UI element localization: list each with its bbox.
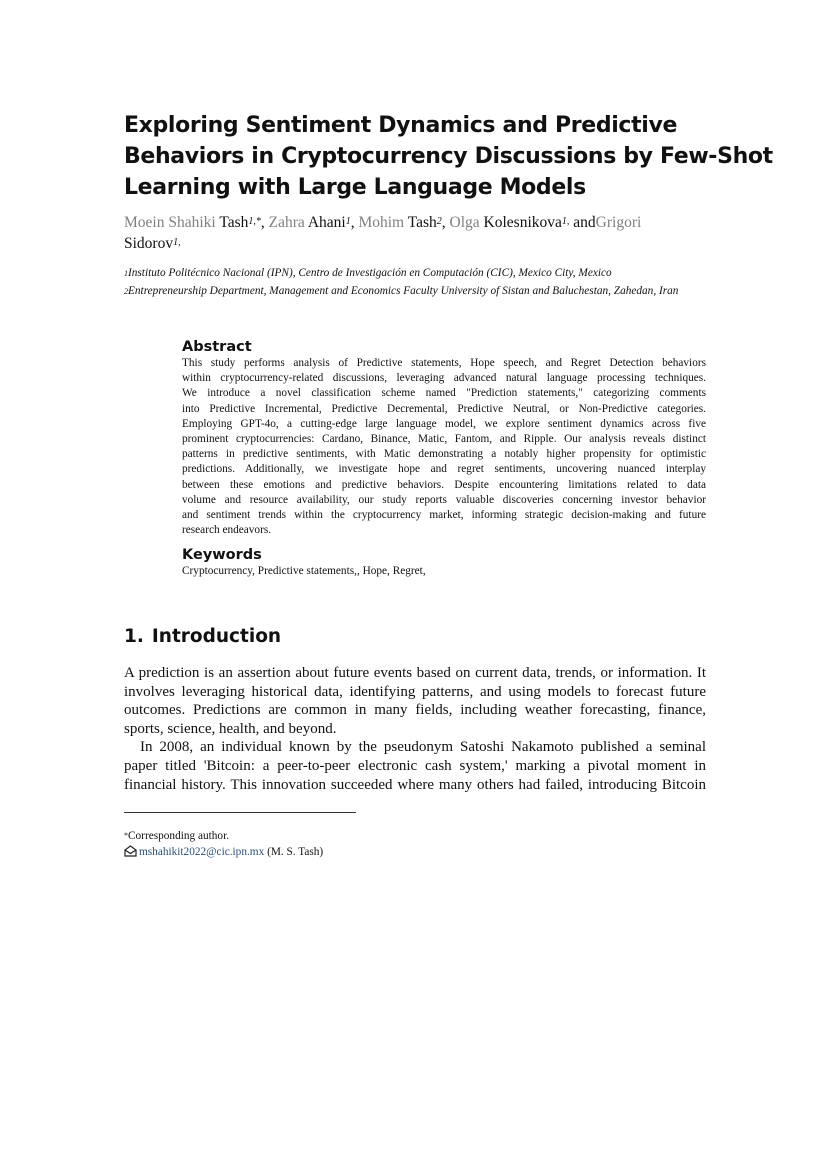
author bbox=[124, 214, 269, 231]
abstract-section bbox=[182, 338, 706, 579]
section-number: 1. bbox=[124, 626, 144, 647]
author-affiliation-mark: 2 bbox=[436, 216, 442, 227]
body-line: involves leveraging historical data, identifying patterns, and using models to forecast future bbox=[124, 683, 706, 700]
email-owner: (M. S. Tash) bbox=[264, 846, 324, 858]
author-affiliation-mark: 1,* bbox=[248, 216, 261, 227]
author-given-name: Olga bbox=[449, 214, 480, 231]
author-given-name: Grigori bbox=[595, 214, 642, 231]
author-separator: , bbox=[350, 214, 359, 231]
author-given-name: Mohim bbox=[358, 214, 405, 231]
title-line: Behaviors in Cryptocurrency Discussions by Few-Shot bbox=[124, 144, 773, 169]
affiliation-number: 2 bbox=[124, 287, 128, 296]
keywords-text: Cryptocurrency, Predictive statements,, Hope, Regret, bbox=[182, 565, 426, 578]
abstract-line: patterns in predictive sentiments, with Matic demonstrating a notably higher propensity for optimistic bbox=[182, 448, 706, 461]
author-affiliation-mark: 1 bbox=[345, 216, 351, 227]
section-heading bbox=[124, 625, 281, 649]
affiliation-number: 1 bbox=[124, 269, 128, 278]
author-given-name: Moein Shahiki bbox=[124, 214, 216, 231]
body-line: In 2008, an individual known by the pseudonym Satoshi Nakamoto published a seminal bbox=[140, 739, 706, 756]
author bbox=[450, 214, 596, 231]
body-line: sports, science, health, and beyond. bbox=[124, 720, 337, 737]
author-family-name: Ahani bbox=[307, 214, 346, 231]
email-link[interactable]: mshahikit2022@cic.ipn.mx bbox=[139, 846, 265, 858]
keywords-heading: Keywords bbox=[182, 547, 262, 564]
corresponding-author-note bbox=[124, 828, 323, 844]
abstract-line: between these emotions and predictive behaviors. Despite encountering limitations related to data bbox=[182, 478, 706, 491]
author-list bbox=[124, 212, 714, 254]
corresponding-author-text: Corresponding author. bbox=[128, 830, 230, 842]
title-line: Learning with Large Language Models bbox=[124, 175, 586, 200]
email-line bbox=[124, 844, 323, 862]
abstract-line: into Predictive Incremental, Predictive Decremental, Predictive Neutral, or Non-Predictive categories. bbox=[182, 402, 706, 415]
affiliation bbox=[124, 265, 714, 282]
abstract-text bbox=[182, 356, 706, 538]
abstract-line: Employing GPT-4o, a cutting-edge large language model, we explore sentiment dynamics across five bbox=[182, 417, 706, 430]
affiliation-text: Instituto Politécnico Nacional (IPN), Centro de Investigación en Computación (CIC), Mexico City, Mexico bbox=[128, 267, 612, 279]
abstract-line: We introduce a novel classification scheme named "Prediction statements," categorizing comments bbox=[182, 387, 706, 400]
author-separator: , bbox=[441, 214, 450, 231]
title-line: Exploring Sentiment Dynamics and Predictive bbox=[124, 113, 678, 138]
abstract-line: volume and resource availability, our study reports valuable discoveries concerning investor behavior bbox=[182, 493, 706, 506]
paper-title bbox=[124, 110, 773, 203]
footnote-mark: * bbox=[124, 831, 128, 840]
footnote-divider bbox=[124, 812, 356, 813]
abstract-line: This study performs analysis of Predictive statements, Hope speech, and Regret Detection behaviors bbox=[182, 357, 706, 369]
abstract-line: research endeavors. bbox=[182, 524, 272, 537]
affiliation-list bbox=[124, 265, 714, 300]
author-family-name: Tash bbox=[219, 214, 249, 231]
author-separator: and bbox=[569, 214, 596, 231]
author-given-name: Zahra bbox=[268, 214, 305, 231]
footnotes bbox=[124, 828, 323, 862]
abstract-heading: Abstract bbox=[182, 339, 252, 355]
body-line: paper titled 'Bitcoin: a peer-to-peer electronic cash system,' marking a pivotal moment in bbox=[124, 757, 706, 774]
affiliation-text: Entrepreneurship Department, Management and Economics Faculty University of Sistan and Baluchestan, Zahedan, Iran bbox=[128, 285, 679, 297]
author bbox=[269, 214, 359, 231]
envelope-icon bbox=[124, 845, 137, 862]
author-family-name: Kolesnikova bbox=[483, 214, 562, 231]
section-title: Introduction bbox=[151, 626, 282, 647]
body-line: financial history. This innovation succeeded where many others had failed, introducing Bitcoin bbox=[124, 776, 706, 793]
section-body bbox=[124, 664, 706, 794]
abstract-line: predictions. Additionally, we investigate hope and regret sentiments, uncovering nuanced interplay bbox=[182, 463, 706, 476]
affiliation bbox=[124, 283, 714, 300]
author-family-name: Tash bbox=[407, 214, 437, 231]
abstract-line: prominent cryptocurrencies: Cardano, Binance, Matic, Fantom, and Ripple. Our analysis reveals distinct bbox=[182, 433, 706, 446]
author-family-name: Sidorov bbox=[124, 235, 174, 252]
author bbox=[358, 214, 449, 231]
author-affiliation-mark: 1, bbox=[173, 237, 181, 248]
body-line: outcomes. Predictions are common in many fields, including weather forecasting, finance, bbox=[124, 702, 706, 719]
author-affiliation-mark: 1, bbox=[561, 216, 570, 227]
abstract-line: and sentiment trends within the cryptocurrency market, informing strategic decision-making and future bbox=[182, 509, 706, 522]
body-line: A prediction is an assertion about future events based on current data, trends, or information. It bbox=[124, 665, 706, 681]
abstract-line: within cryptocurrency-related discussions, leveraging advanced natural language processing techniques. bbox=[182, 372, 706, 385]
author-separator: , bbox=[260, 214, 269, 231]
